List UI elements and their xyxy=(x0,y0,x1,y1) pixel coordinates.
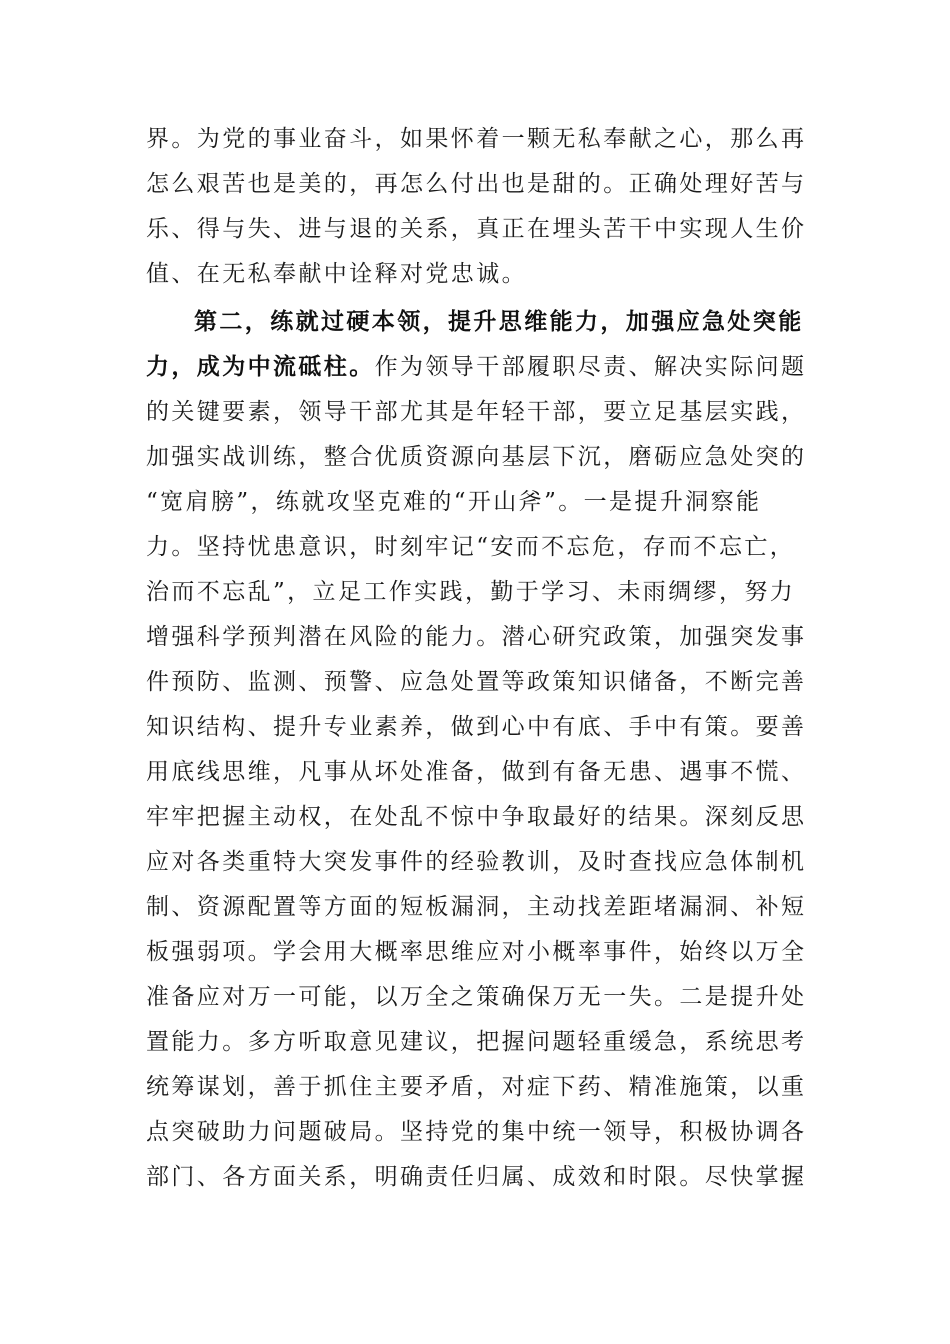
text-line: 置能力。多方听取意见建议，把握问题轻重缓急，系统思考 xyxy=(146,1029,807,1055)
text-line: 知识结构、提升专业素养，做到心中有底、手中有策。要善 xyxy=(146,714,807,740)
paragraph-2 xyxy=(146,300,806,1200)
text-line: 乐、得与失、进与退的关系，真正在埋头苦干中实现人生价 xyxy=(146,216,807,242)
text-line: 增强科学预判潜在风险的能力。潜心研究政策，加强突发事 xyxy=(146,624,807,650)
text-line: 准备应对万一可能，以万全之策确保万无一失。二是提升处 xyxy=(146,984,807,1010)
text-line: 的关键要素，领导干部尤其是年轻干部，要立足基层实践， xyxy=(146,399,807,425)
text-line: 部门、各方面关系，明确责任归属、成效和时限。尽快掌握 xyxy=(146,1164,807,1190)
text-line: 治而不忘乱”，立足工作实践，勤于学习、未雨绸缪，努力 xyxy=(146,579,796,605)
text-line: 板强弱项。学会用大概率思维应对小概率事件，始终以万全 xyxy=(146,939,807,965)
section-heading-line: 第二，练就过硬本领，提升思维能力，加强应急处突能 xyxy=(194,309,804,335)
body-text xyxy=(146,117,806,1200)
text-line: 制、资源配置等方面的短板漏洞，主动找差距堵漏洞、补短 xyxy=(146,894,807,920)
text-line xyxy=(146,345,806,390)
text-line: “宽肩膀”，练就攻坚克难的“开山斧”。一是提升洞察能 xyxy=(146,489,762,515)
text-line: 统筹谋划，善于抓住主要矛盾，对症下药、精准施策，以重 xyxy=(146,1074,807,1100)
text-line: 界。为党的事业奋斗，如果怀着一颗无私奉献之心，那么再 xyxy=(146,126,807,152)
section-heading-end: 力，成为中流砥柱。 xyxy=(146,354,375,380)
text-line: 件预防、监测、预警、应急处置等政策知识储备，不断完善 xyxy=(146,669,807,695)
text-line: 点突破助力问题破局。坚持党的集中统一领导，积极协调各 xyxy=(146,1119,807,1145)
text-line: 力。坚持忧患意识，时刻牢记“安而不忘危，存而不忘亡， xyxy=(146,534,796,560)
text-line: 加强实战训练，整合优质资源向基层下沉，磨砺应急处突的 xyxy=(146,444,807,470)
text-line: 牢牢把握主动权，在处乱不惊中争取最好的结果。深刻反思 xyxy=(146,804,807,830)
text-line: 怎么艰苦也是美的，再怎么付出也是甜的。正确处理好苦与 xyxy=(146,171,807,197)
paragraph-1 xyxy=(146,117,806,297)
text-line: 应对各类重特大突发事件的经验教训，及时查找应急体制机 xyxy=(146,849,807,875)
text-line: 值、在无私奉献中诠释对党忠诚。 xyxy=(146,261,527,287)
text-line: 用底线思维，凡事从坏处准备，做到有备无患、遇事不慌、 xyxy=(146,759,807,785)
text-line-rest: 作为领导干部履职尽责、解决实际问题 xyxy=(374,354,807,380)
